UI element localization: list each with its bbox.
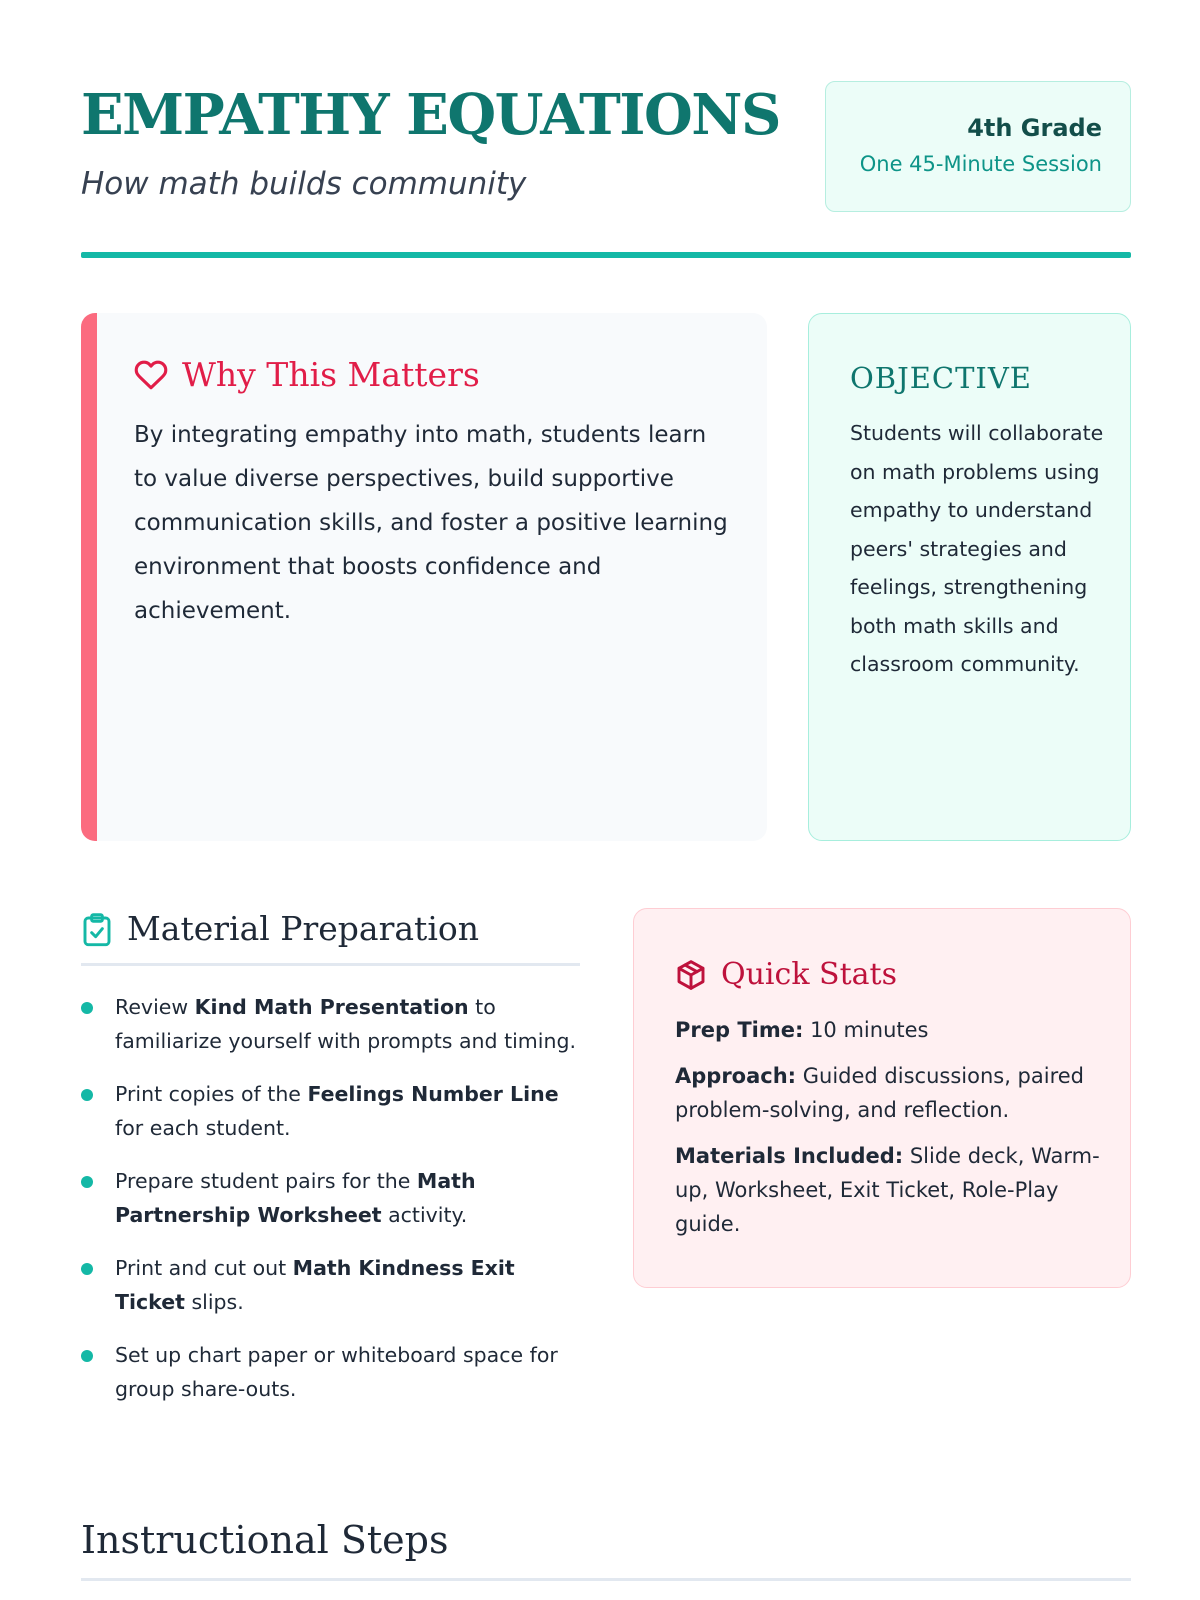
why-heading — [134, 355, 480, 394]
list-item: Set up chart paper or whiteboard space for group share-outs. — [81, 1338, 580, 1406]
list-item: Prepare student pairs for the Math Partnership Worksheet activity. — [81, 1164, 580, 1232]
box-icon — [675, 959, 707, 991]
material-list — [81, 990, 580, 1425]
why-title: Why This Matters — [182, 355, 480, 394]
material-preparation-heading — [81, 908, 580, 966]
header-divider — [81, 252, 1131, 258]
session-label: One 45-Minute Session — [859, 152, 1102, 176]
stat-approach: Approach: Guided discussions, paired problem-solving, and reflection. — [675, 1064, 1085, 1122]
list-item: Review Kind Math Presentation to familiarize yourself with prompts and timing. — [81, 990, 580, 1058]
accent-bar — [81, 313, 97, 841]
objective-title: OBJECTIVE — [850, 361, 1032, 395]
instructional-steps-heading — [81, 1515, 1131, 1581]
stat-prep-time: Prep Time: 10 minutes — [675, 1018, 929, 1042]
list-item: Print and cut out Math Kindness Exit Ticket slips. — [81, 1251, 580, 1319]
quick-stats-title: Quick Stats — [721, 957, 897, 992]
page-title: EMPATHY EQUATIONS — [81, 82, 780, 148]
grade-info-box — [825, 81, 1131, 212]
heart-icon — [134, 358, 168, 392]
grade-label: 4th Grade — [967, 114, 1102, 142]
objective-body: Students will collaborate on math problems using empathy to understand peers' strategies and feelings, strengthening both math skills and classroom community. — [850, 421, 1104, 676]
clipboard-check-icon — [81, 912, 113, 948]
list-item: Print copies of the Feelings Number Line for each student. — [81, 1077, 580, 1145]
why-this-matters-card — [81, 313, 767, 841]
why-body: By integrating empathy into math, students learn to value diverse perspectives, build supportive communication skills, and foster a positive learning environment that boosts confidence and achievement. — [134, 422, 728, 624]
quick-stats-heading — [675, 955, 1106, 995]
objective-card — [808, 313, 1131, 841]
quick-stats-card — [633, 908, 1131, 1288]
lesson-plan-page — [81, 0, 1131, 1600]
instructional-steps-title: Instructional Steps — [81, 1518, 449, 1562]
page-subtitle: How math builds community — [81, 166, 527, 202]
material-title: Material Preparation — [127, 909, 479, 948]
stat-materials-included: Materials Included: Slide deck, Warm-up, Worksheet, Exit Ticket, Role-Play guide. — [675, 1144, 1100, 1236]
